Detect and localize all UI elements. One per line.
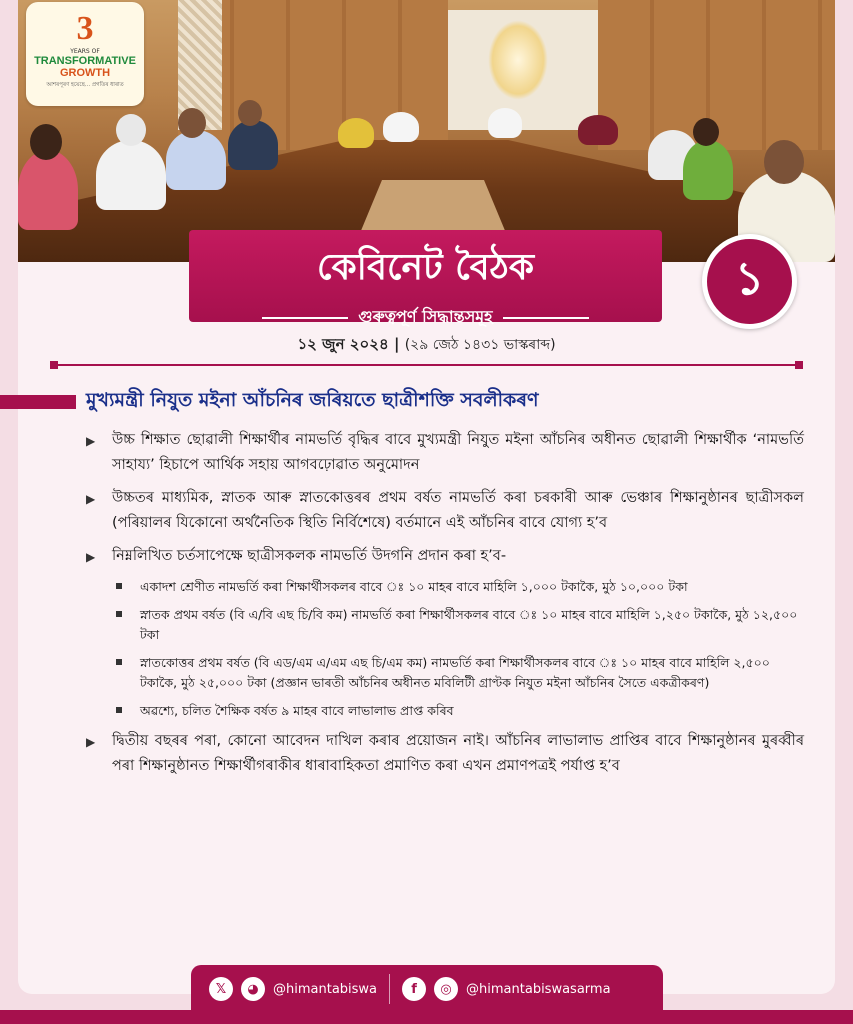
logo-line1: TRANSFORMATIVE	[34, 55, 136, 67]
social-handle-facebook[interactable]: @himantabiswasarma	[466, 981, 611, 997]
facebook-icon[interactable]: f	[402, 977, 426, 1001]
banner-line-left	[262, 317, 348, 319]
section-title: মুখ্যমন্ত্ৰী নিযুত মইনা আঁচনিৰ জৰিয়তে ছাত্ৰীশক্তি সবলীকৰণ	[86, 389, 539, 411]
logo-line2: GROWTH	[59, 67, 111, 79]
bottom-strip	[0, 1010, 853, 1024]
triangle-bullet-icon: ▶	[86, 735, 96, 749]
triangle-bullet-icon: ▶	[86, 434, 96, 448]
instagram-icon[interactable]: ◎	[434, 977, 458, 1001]
section-accent-bar	[0, 395, 76, 409]
page-title: কেবিনেট বৈঠক	[316, 247, 535, 288]
anniversary-logo	[26, 2, 144, 106]
footer-separator	[389, 974, 390, 1004]
koo-icon[interactable]: ◕	[241, 977, 265, 1001]
meeting-date	[0, 333, 853, 358]
date-lunar: (২৯ জেঠ ১৪৩১ ভাস্কৰাব্দ)	[404, 337, 556, 353]
banner-line-right	[503, 317, 589, 319]
x-icon[interactable]: 𝕏	[209, 977, 233, 1001]
square-bullet-icon	[116, 707, 122, 713]
sub-list-item: একাদশ শ্ৰেণীত নামভৰ্তি কৰা শিক্ষাৰ্থীসকলৰ বাবে ঃ ১০ মাহৰ বাবে মাহিলি ১,০০০ টকাকৈ, মুঠ ১০,০০০ টকা	[112, 577, 804, 597]
list-item: ▶ দ্বিতীয় বছৰৰ পৰা, কোনো আবেদন দাখিল কৰাৰ প্ৰয়োজন নাই। আঁচনিৰ লাভালাভ প্ৰাপ্তিৰ বাবে শিক্ষানুষ্ঠানৰ মুৰব্বীৰ পৰা শিক্ষানুষ্ঠানত শিক্ষাৰ্থীগৰাকীৰ ধাৰাবাহিকতা প্ৰমাণিত কৰা এখন প্ৰমাণপত্ৰই পৰ্যাপ্ত হ’ব	[84, 729, 804, 779]
date-main: ১২ জুন ২০২৪ |	[297, 335, 400, 353]
sub-list-item: স্নাতকোত্তৰ প্ৰথম বৰ্ষত (বি এড/এম এ/এম এছ চি/এম কম) নামভৰ্তি কৰা শিক্ষাৰ্থীসকলৰ বাবে ঃ ১০ মাহৰ বাবে মাহিলি ২,৫০০ টকাকৈ, মুঠ ২৫,০০০ টকা (প্ৰজ্ঞান ভাৰতী আঁচনিৰ অধীনত মবিলিটী গ্ৰাণ্টক নিযুত মইনা আঁচনিৰ সৈতে একত্ৰীকৰণ)	[112, 653, 804, 693]
logo-years: YEARS OF	[70, 48, 100, 55]
sub-list	[84, 577, 804, 721]
sub-list-item: স্নাতক প্ৰথম বৰ্ষত (বি এ/বি এছ চি/বি কম) নামভৰ্তি কৰা শিক্ষাৰ্থীসকলৰ বাবে ঃ ১০ মাহৰ বাবে মাহিলি ১,২৫০ টকাকৈ, মুঠ ১২,৫০০ টকা	[112, 605, 804, 645]
list-item: ▶ নিম্নলিখিত চৰ্তসাপেক্ষে ছাত্ৰীসকলক নামভৰ্তি উদগনি প্ৰদান কৰা হ’ব-	[84, 544, 804, 569]
square-bullet-icon	[116, 611, 122, 617]
square-bullet-icon	[116, 583, 122, 589]
triangle-bullet-icon: ▶	[86, 492, 96, 506]
divider	[54, 364, 799, 366]
title-banner	[189, 230, 662, 326]
triangle-bullet-icon: ▶	[86, 550, 96, 564]
social-footer	[191, 965, 663, 1013]
decision-content	[84, 428, 804, 787]
list-item: ▶ উচ্চতৰ মাধ্যমিক, স্নাতক আৰু স্নাতকোত্তৰৰ প্ৰথম বৰ্ষত নামভৰ্তি কৰা চৰকাৰী আৰু ভেঞ্চাৰ শিক্ষানুষ্ঠানৰ ছাত্ৰীসকল (পৰিয়ালৰ যিকোনো অৰ্থনৈতিক স্থিতি নিৰ্বিশেষে) বৰ্তমানে এই আঁচনিৰ বাবে যোগ্য হ’ব	[84, 486, 804, 536]
social-handle-x[interactable]: @himantabiswa	[273, 981, 378, 997]
sub-list-item: অৱশ্যে, চলিত শৈক্ষিক বৰ্ষত ৯ মাহৰ বাবে লাভালাভ প্ৰাপ্ত কৰিব	[112, 701, 804, 721]
list-item: ▶ উচ্চ শিক্ষাত ছোৱালী শিক্ষাৰ্থীৰ নামভৰ্তি বৃদ্ধিৰ বাবে মুখ্যমন্ত্ৰী নিযুত মইনা আঁচনিৰ অধীনত ছোৱালী শিক্ষাৰ্থীক ‘নামভৰ্তি সাহায্য’ হিচাপে আৰ্থিক সহায় আগবঢ়োৱাত অনুমোদন	[84, 428, 804, 478]
logo-number: 3	[76, 10, 94, 47]
logo-tagline: আশৰপূৰণ হয়েছে... প্ৰগতিৰ ধাৰাত	[46, 82, 124, 88]
page-subtitle: গুৰুত্বপূৰ্ণ সিদ্ধান্তসমূহ	[358, 307, 493, 326]
square-bullet-icon	[116, 659, 122, 665]
decision-number-badge: ১	[702, 234, 797, 329]
